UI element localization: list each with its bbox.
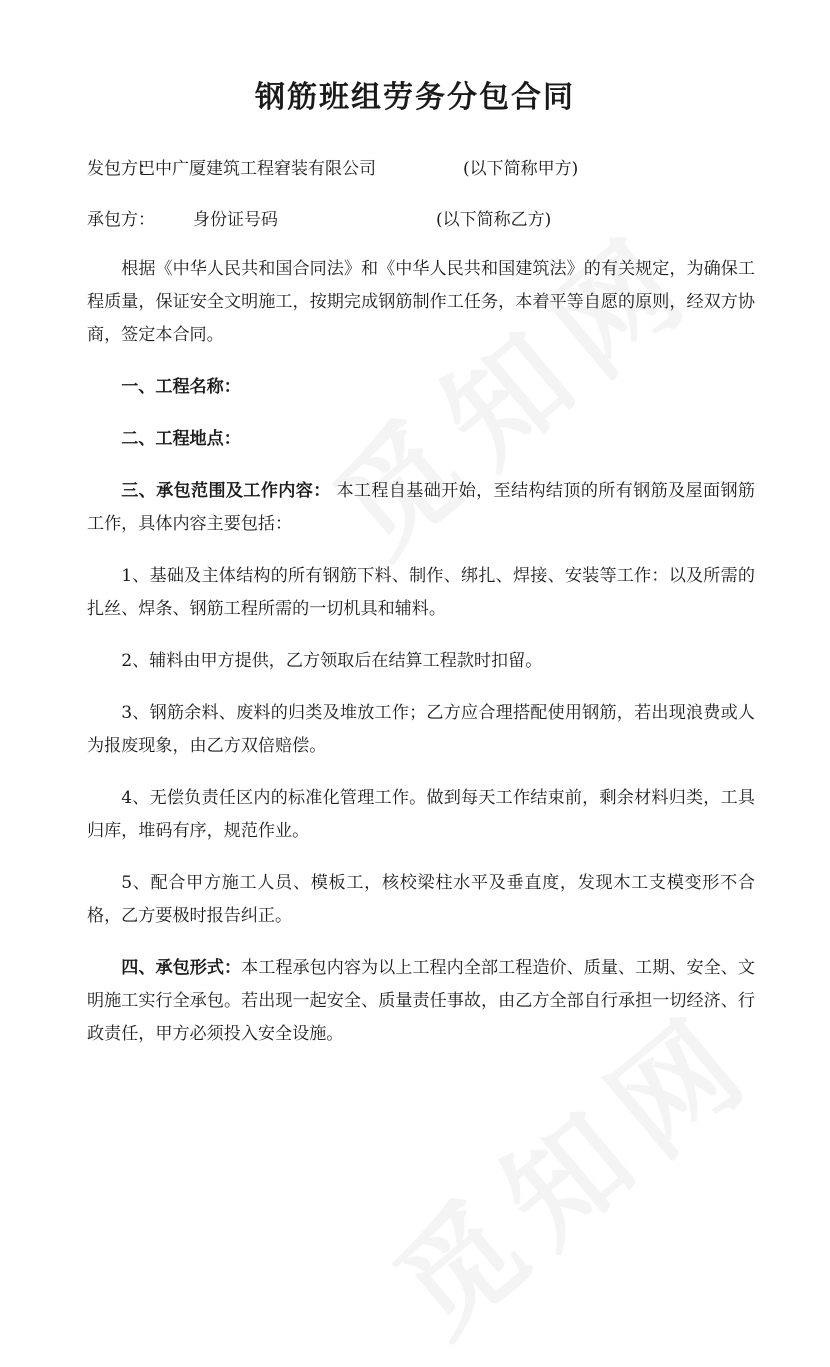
contract-body <box>87 253 755 1070</box>
employer-alias: (以下简称甲方) <box>463 159 579 179</box>
section-heading: 四、承包形式： <box>121 958 242 978</box>
list-item: 5、配合甲方施工人员、模板工，核校梁柱水平及垂直度，发现木工支模变形不合格，乙方要极时报告纠正。 <box>87 873 755 926</box>
section-heading: 二、工程地点： <box>121 429 241 449</box>
section-2 <box>87 423 755 456</box>
section-4 <box>87 952 755 1051</box>
preamble: 根据《中华人民共和国合同法》和《中华人民共和国建筑法》的有关规定，为确保工程质量，保证安全文明施工，按期完成钢筋制作工任务，本着平等自愿的原则，经双方协商，签定本合同。 <box>87 259 755 345</box>
list-item: 3、钢筋余料、废料的归类及堆放工作；乙方应合理搭配使用钢筋，若出现浪费或人为报废现象，由乙方双倍赔偿。 <box>87 703 755 756</box>
employer-name: 巴中广厦建筑工程窘装有限公司 <box>138 159 376 179</box>
section-text: 本工程自基础开始，至结构结顶的所有钢筋及屋面钢筋工作，具体内容主要包括： <box>87 481 756 534</box>
employer-label: 发包方： <box>87 159 155 179</box>
section-heading: 一、工程名称： <box>121 377 241 397</box>
section-3 <box>87 475 755 541</box>
list-item: 1、基础及主体结构的所有钢筋下料、制作、绑扎、焊接、安装等工作：以及所需的扎丝、焊条、钢筋工程所需的一切机具和辅料。 <box>87 566 755 619</box>
section-1 <box>87 371 755 404</box>
document-title: 钢筋班组劳务分包合同 <box>255 80 575 115</box>
section-text: 本工程承包内容为以上工程内全部工程造价、质量、工期、安全、文明施工实行全承包。若出现一起安全、质量责任事故，由乙方全部自行承担一切经济、行政责任，甲方必须投入安全设施。 <box>87 958 756 1044</box>
list-item: 4、无偿负责任区内的标准化管理工作。做到每天工作结束前，剩余材料归类，工具归库，堆码有序，规范作业。 <box>87 788 755 841</box>
section-heading: 三、承包范围及工作内容： <box>121 481 331 501</box>
list-item: 2、辅料由甲方提供，乙方领取后在结算工程款时扣留。 <box>121 651 543 671</box>
contractor-label: 承包方： <box>87 210 155 230</box>
contractor-id: 身份证号码 <box>193 210 278 230</box>
contractor-alias: (以下简称乙方) <box>436 210 552 230</box>
